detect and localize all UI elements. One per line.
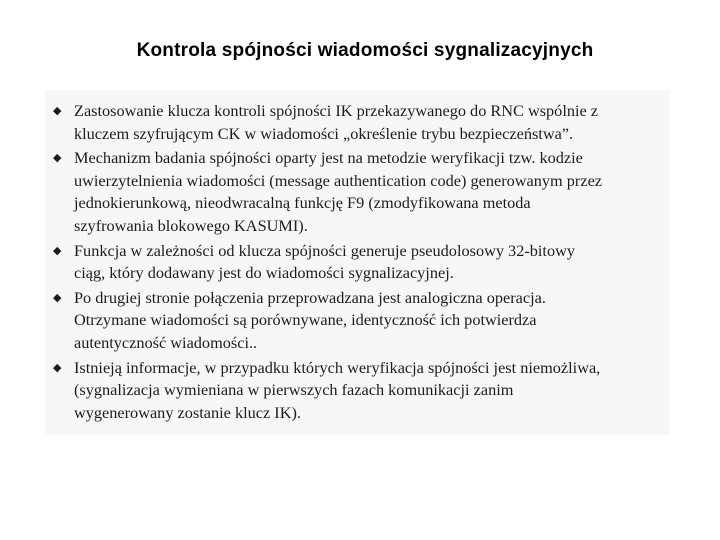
bullet-text: Po drugiej stronie połączenia przeprowadzana jest analogiczna operacja. Otrzymane wiadomości są porównywane, identyczność ich potwierdza autentyczność wiadomości.. — [74, 287, 546, 352]
bullet-text: Istnieją informacje, w przypadku których weryfikacja spójności jest niemożliwa, (sygnalizacja wymieniana w pierwszych fazach komunikacji zanim wygenerowany zostanie klucz IK). — [74, 357, 601, 422]
diamond-bullet-icon: ◆ — [53, 361, 62, 374]
bullet-text: Zastosowanie klucza kontroli spójności IK przekazywanego do RNC wspólnie z kluczem szyfrującym CK w wiadomości „określenie trybu bezpieczeństwa”. — [74, 101, 599, 143]
content-image-panel — [45, 90, 670, 435]
bullet-item-4 — [45, 287, 670, 355]
diamond-bullet-icon: ◆ — [53, 291, 62, 304]
bullet-list — [45, 100, 670, 426]
slide-title: Kontrola spójności wiadomości sygnalizacyjnych — [136, 39, 594, 61]
bullet-item-3 — [45, 240, 670, 285]
diamond-bullet-icon: ◆ — [53, 152, 62, 165]
bullet-item-1 — [45, 100, 670, 145]
bullet-text: Mechanizm badania spójności oparty jest na metodzie weryfikacji tzw. kodzie uwierzytelnienia wiadomości (message authentication code) generowanym przez jednokierunkową, nieodwracalną funkcję F9 (zmodyfikowana metoda szyfrowania blokowego KASUMI). — [74, 148, 603, 235]
bullet-text: Funkcja w zależności od klucza spójności generuje pseudolosowy 32-bitowy ciąg, który dodawany jest do wiadomości sygnalizacyjnej. — [74, 240, 575, 283]
diamond-bullet-icon: ◆ — [53, 105, 62, 117]
diamond-bullet-icon: ◆ — [53, 244, 62, 257]
bullet-item-5 — [45, 357, 670, 425]
bullet-item-2 — [45, 147, 670, 237]
